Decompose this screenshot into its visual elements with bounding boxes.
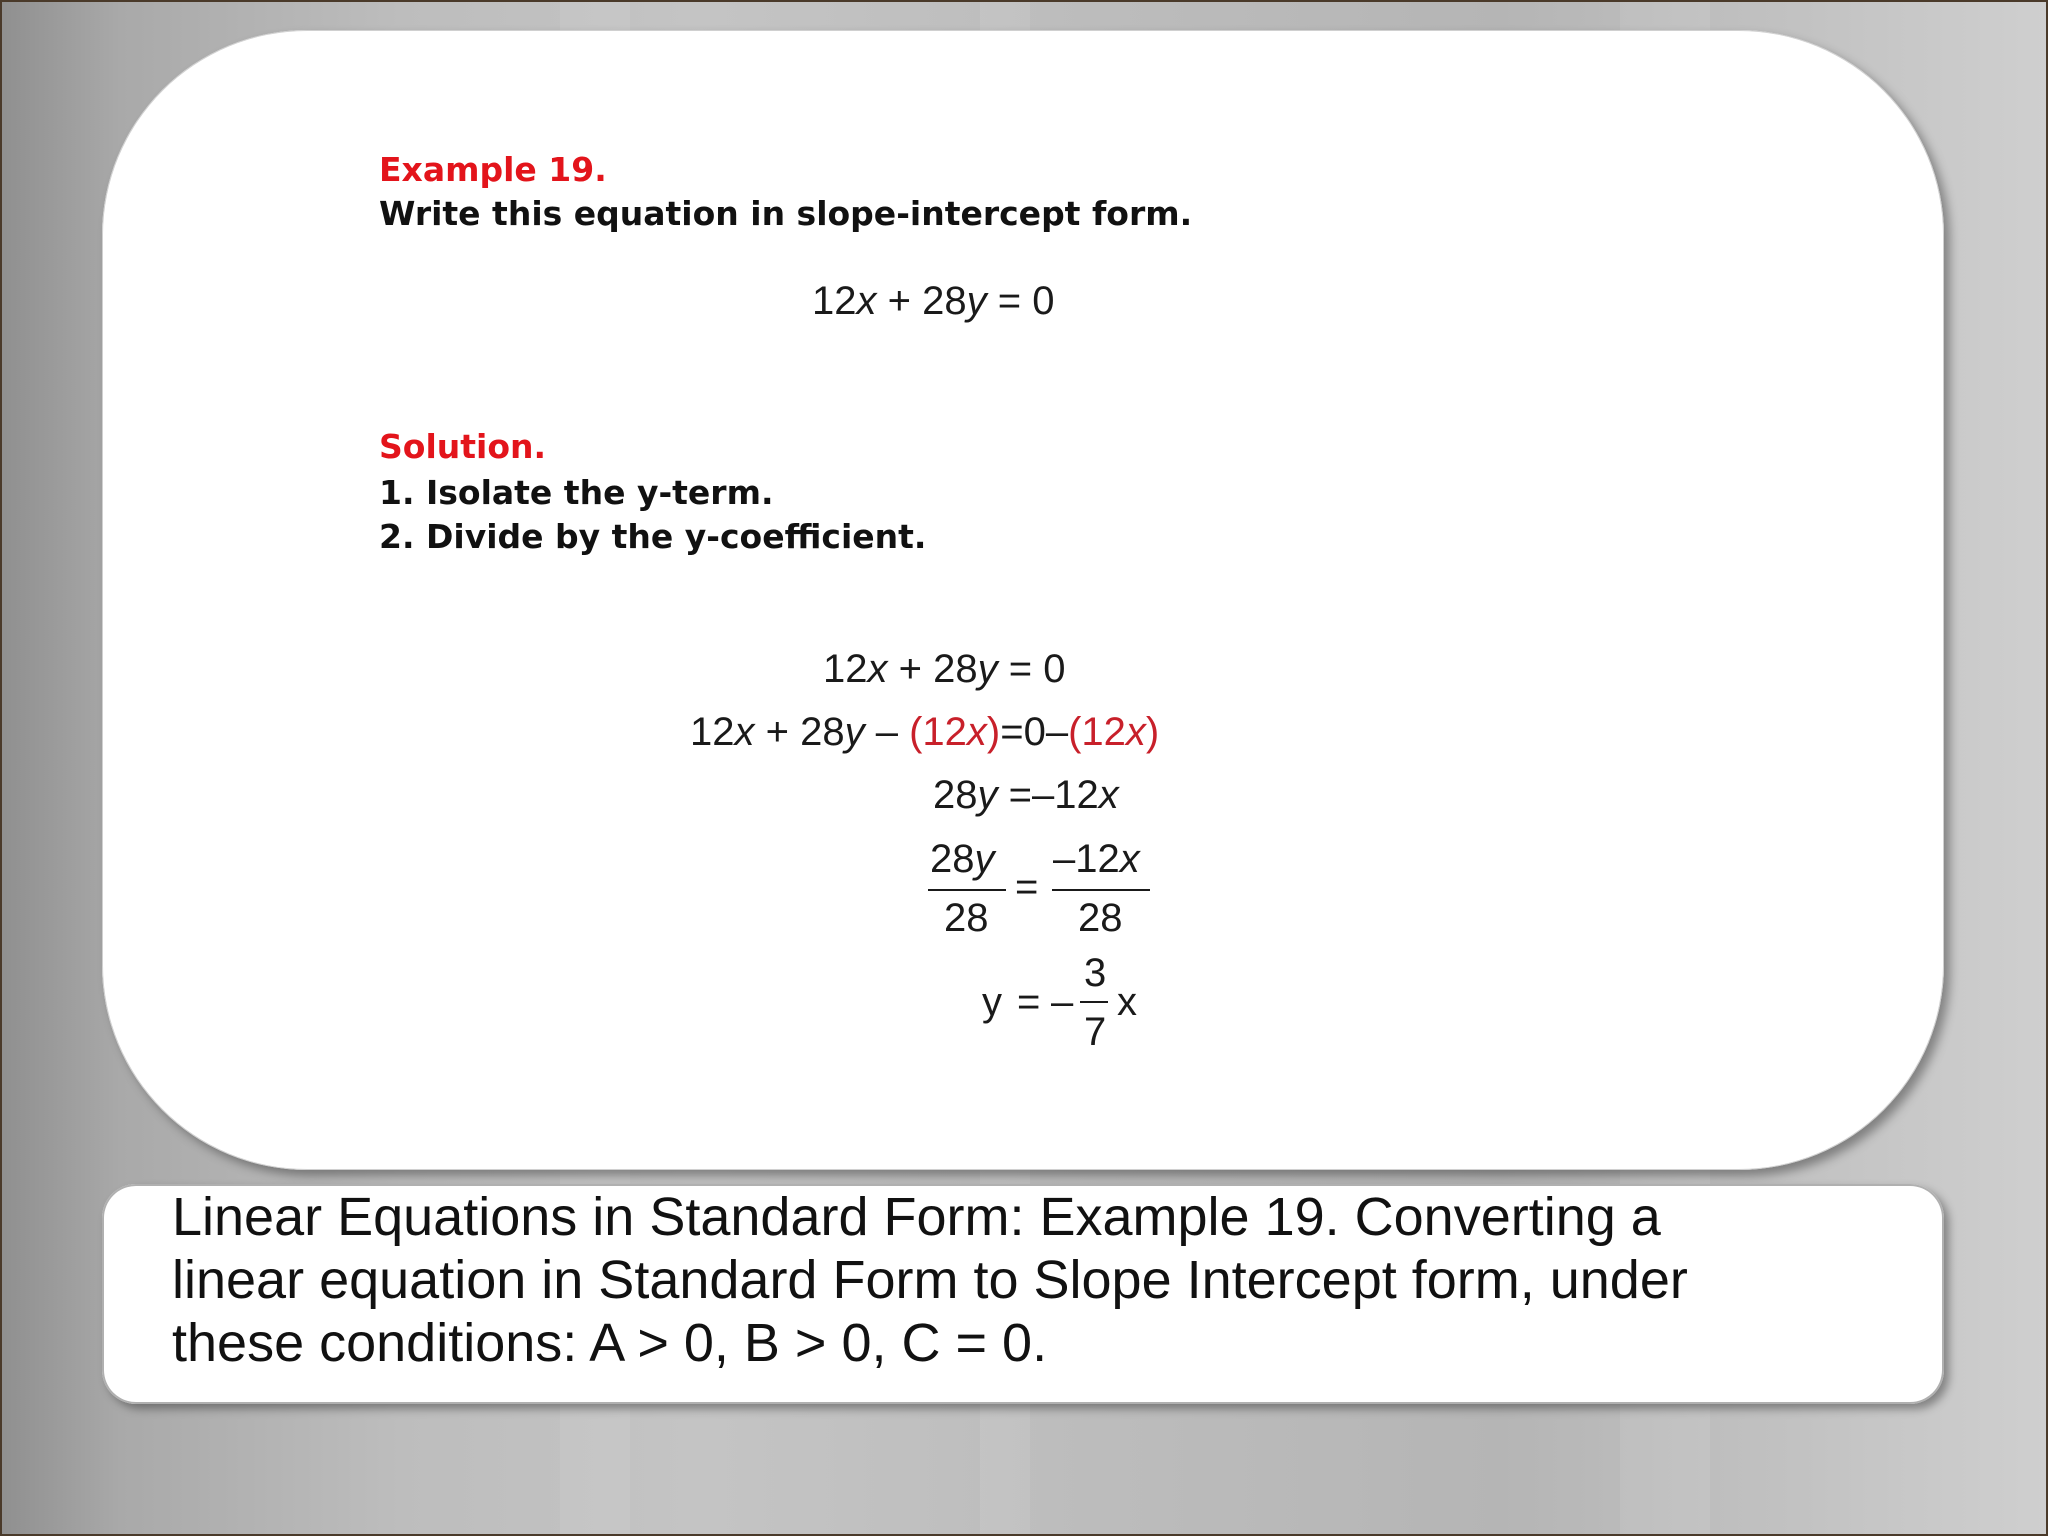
work-line-1	[823, 646, 1065, 692]
solution-label: Solution.	[379, 427, 547, 466]
solution-step-1: 1. Isolate the y-term.	[379, 473, 774, 512]
equals-sign: =	[1015, 865, 1039, 909]
slope-denominator: 7	[1084, 1010, 1107, 1054]
caption-text: Linear Equations in Standard Form: Example 19. Converting a linear equation in Standard Form to Slope Intercept form, under these conditions: A > 0, B > 0, C = 0.	[172, 1187, 1688, 1373]
solution-step-2: 2. Divide by the y-coefficient.	[379, 517, 927, 556]
term: 12	[690, 710, 735, 754]
var-x: x	[734, 710, 755, 754]
equals-sign: =	[1008, 647, 1033, 691]
term: 0	[1043, 647, 1066, 691]
fraction-left-numerator: 28y	[930, 837, 995, 881]
plus-sign: +	[887, 279, 911, 323]
coef-y: 28	[922, 279, 967, 323]
work-line-2	[690, 709, 1159, 755]
var-x: x	[1098, 773, 1119, 817]
slope-numerator: 3	[1084, 951, 1107, 995]
fraction-bar	[928, 889, 1006, 891]
var-y: y	[844, 710, 865, 754]
equals-sign: =	[1017, 980, 1041, 1024]
given-equation	[812, 278, 1054, 324]
var-x: x	[856, 279, 877, 323]
caption-card	[102, 1184, 1944, 1404]
term: 0	[1023, 710, 1046, 754]
plus-sign: +	[898, 647, 922, 691]
equals-sign: =	[997, 279, 1022, 323]
var-y: y	[982, 980, 1002, 1024]
fraction-right-numerator: –12x	[1053, 837, 1140, 881]
term: 28	[800, 710, 845, 754]
var-x: x	[867, 647, 888, 691]
fraction-left-denominator: 28	[944, 896, 989, 940]
var-y: y	[977, 773, 998, 817]
fraction-right-denominator: 28	[1078, 896, 1123, 940]
plus-sign: +	[765, 710, 789, 754]
negative-sign: –	[1051, 980, 1074, 1024]
minus-sign: –	[1045, 710, 1069, 754]
coef-x: 12	[812, 279, 857, 323]
var-y: y	[966, 279, 987, 323]
subtracted-term: (12x)	[909, 710, 1001, 754]
term: –12	[1031, 773, 1099, 817]
fraction-bar	[1080, 1001, 1108, 1003]
fraction-bar	[1052, 889, 1150, 891]
subtracted-term: (12x)	[1068, 710, 1160, 754]
var-x: x	[1117, 980, 1137, 1024]
term: 28	[933, 647, 978, 691]
var-y: y	[977, 647, 998, 691]
term: 12	[823, 647, 868, 691]
minus-sign: –	[875, 710, 898, 754]
example-prompt: Write this equation in slope-intercept form.	[379, 194, 1193, 233]
work-line-3	[933, 772, 1119, 818]
equals-sign: =	[1008, 773, 1032, 817]
rhs-value: 0	[1032, 279, 1055, 323]
equals-sign: =	[1000, 710, 1024, 754]
term: 28	[933, 773, 978, 817]
example-label: Example 19.	[379, 150, 607, 189]
